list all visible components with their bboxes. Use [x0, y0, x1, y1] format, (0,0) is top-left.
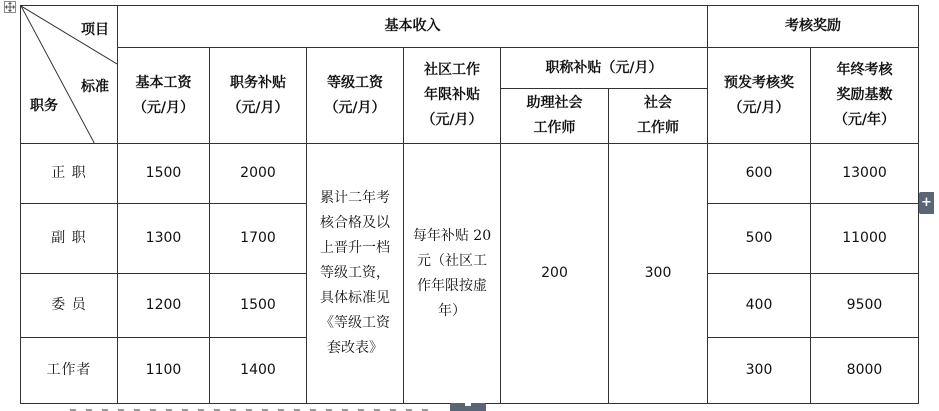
advance-bonus-header-line2: （元/月） — [728, 99, 790, 116]
seniority-note-line: 作年限按虚 — [416, 277, 487, 294]
grade-salary-note-line: 《等级工资 — [320, 315, 390, 331]
advance-bonus-cell: 400 — [708, 274, 811, 338]
year-end-bonus-cell: 11000 — [811, 204, 919, 274]
position-allowance-cell: 1400 — [210, 338, 307, 404]
assistant-social-worker-header-line1: 助理社会 — [526, 95, 583, 111]
position-allowance-cell: 1700 — [210, 204, 307, 274]
add-column-handle[interactable]: + — [919, 192, 934, 214]
position-allowance-header-line1: 职务补贴 — [230, 74, 286, 91]
role-cell: 副 职 — [21, 204, 118, 274]
advance-bonus-cell: 300 — [708, 338, 811, 404]
grade-salary-header-line1: 等级工资 — [327, 74, 383, 91]
seniority-note-line: 元（社区工 — [416, 252, 487, 269]
year-end-bonus-cell: 13000 — [811, 144, 919, 204]
salary-standard-table — [20, 5, 919, 404]
position-label: 职务 — [30, 98, 58, 114]
social-worker-header-line1: 社会 — [644, 95, 672, 111]
grade-salary-note-line: 上晋升一档 — [320, 240, 390, 256]
assistant-social-worker-header — [501, 89, 609, 144]
year-end-bonus-header-line3: （元/年） — [833, 112, 896, 128]
grade-salary-note-line: 套改表》 — [327, 340, 383, 356]
advance-bonus-header — [708, 48, 811, 144]
year-end-bonus-header-line2: 奖励基数 — [836, 87, 893, 103]
grade-salary-header-line2: （元/月） — [324, 99, 386, 116]
grade-salary-header — [307, 48, 404, 144]
role-cell: 正 职 — [21, 144, 118, 204]
grade-salary-note-line: 核合格及以 — [320, 215, 390, 231]
advance-bonus-header-line1: 预发考核奖 — [724, 74, 794, 91]
seniority-note — [413, 224, 491, 324]
role-cell: 委 员 — [21, 274, 118, 338]
year-end-bonus-header-line1: 年终考核 — [836, 62, 893, 78]
position-allowance-header-line2: （元/月） — [227, 99, 289, 116]
header-row-1 — [21, 6, 919, 48]
community-seniority-header-line1: 社区工作 — [424, 62, 480, 78]
assistant-social-worker-header-line2: 工作师 — [533, 120, 576, 136]
standard-label: 标准 — [81, 79, 109, 95]
assistant-allowance-cell: 200 — [501, 144, 609, 404]
basic-salary-cell: 1300 — [118, 204, 210, 274]
add-row-icon — [465, 403, 471, 406]
seniority-note-line: 每年补贴 20 — [412, 227, 492, 244]
basic-salary-header-line2: （元/月） — [132, 99, 195, 116]
assessment-reward-group-header: 考核奖励 — [708, 6, 919, 48]
table-row — [21, 144, 919, 204]
item-label: 项目 — [81, 22, 109, 38]
title-allowance-group-header: 职称补贴（元/月） — [501, 48, 708, 89]
social-worker-header-line2: 工作师 — [637, 120, 679, 136]
community-seniority-header-line2: 年限补贴 — [424, 87, 480, 103]
basic-income-group-header: 基本收入 — [118, 6, 708, 48]
basic-salary-header — [118, 48, 210, 144]
grade-salary-note-cell — [307, 144, 404, 404]
community-seniority-header — [404, 48, 501, 144]
community-seniority-header-line3: （元/月） — [421, 112, 483, 128]
advance-bonus-cell: 600 — [708, 144, 811, 204]
grade-salary-note-line: 等级工资， — [320, 265, 390, 281]
basic-salary-header-line1: 基本工资 — [135, 74, 192, 91]
grade-salary-note-line: 累计二年考 — [320, 190, 390, 206]
position-allowance-cell: 2000 — [210, 144, 307, 204]
social-worker-header — [609, 89, 708, 144]
position-allowance-header — [210, 48, 307, 144]
basic-salary-cell: 1100 — [118, 338, 210, 404]
basic-salary-cell: 1200 — [118, 274, 210, 338]
header-row-2 — [21, 48, 919, 89]
year-end-bonus-header — [811, 48, 919, 144]
grade-salary-note-line: 具体标准见 — [320, 290, 390, 306]
advance-bonus-cell: 500 — [708, 204, 811, 274]
position-allowance-cell: 1500 — [210, 274, 307, 338]
seniority-note-line: 年） — [437, 302, 466, 319]
grade-salary-note — [320, 186, 390, 361]
seniority-note-cell — [404, 144, 501, 404]
year-end-bonus-cell: 8000 — [811, 338, 919, 404]
add-row-handle[interactable] — [450, 403, 486, 411]
basic-salary-cell: 1500 — [118, 144, 210, 204]
role-cell: 工作者 — [21, 338, 118, 404]
year-end-bonus-cell: 9500 — [811, 274, 919, 338]
table-move-handle-icon[interactable] — [4, 1, 16, 13]
social-worker-allowance-cell: 300 — [609, 144, 708, 404]
diagonal-corner-header — [21, 6, 118, 144]
